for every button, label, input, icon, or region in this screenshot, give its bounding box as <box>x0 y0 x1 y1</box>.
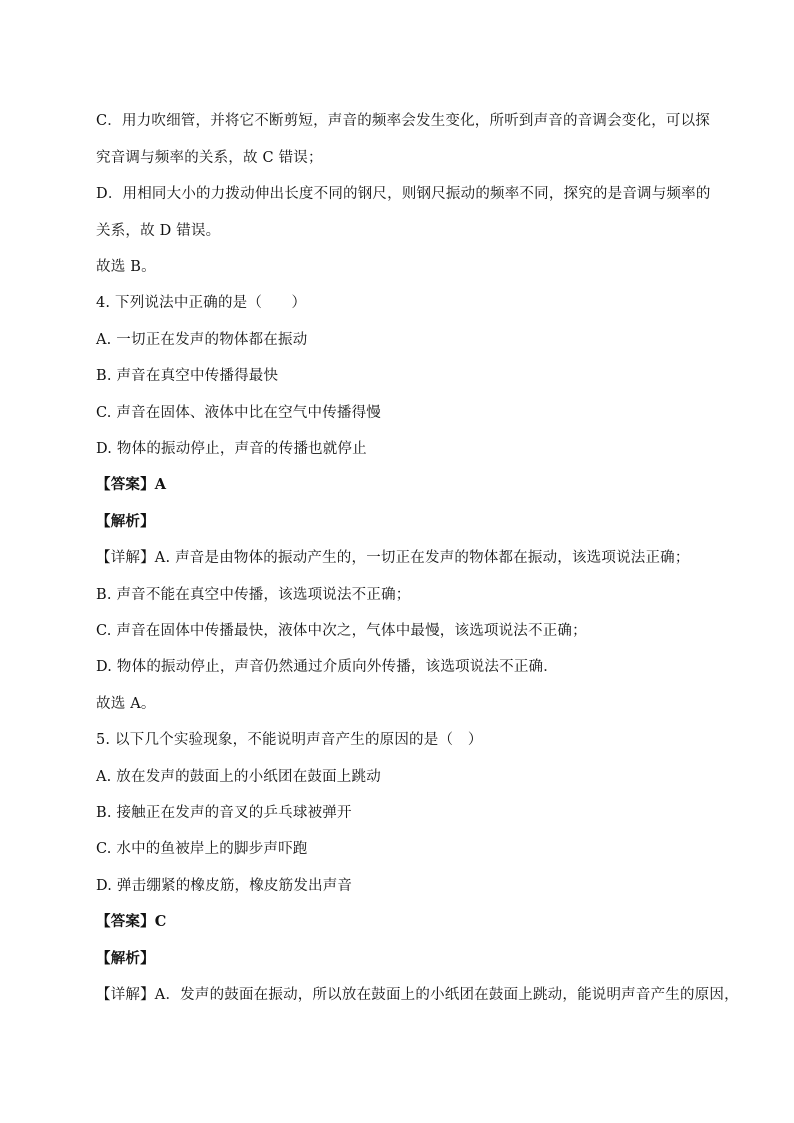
option-b: B. 接触正在发声的音叉的乒乓球被弹开 <box>96 805 352 821</box>
answer-label: 【答案】A <box>96 476 167 493</box>
analysis-label: 【解析】 <box>96 950 155 967</box>
analysis-label: 【解析】 <box>96 513 155 530</box>
detail-line: D. 物体的振动停止，声音仍然通过介质向外传播，该选项说法不正确． <box>96 659 558 675</box>
detail-line: 【详解】A．发声的鼓面在振动，所以放在鼓面上的小纸团在鼓面上跳动，能说明声音产生的原因， <box>96 987 739 1003</box>
detail-line: C. 声音在固体中传播最快，液体中次之，气体中最慢，该选项说法不正确； <box>96 623 587 639</box>
option-d: D. 物体的振动停止，声音的传播也就停止 <box>96 441 367 457</box>
text-line: 关系，故 D 错误。 <box>96 223 221 239</box>
detail-line: B. 声音不能在真空中传播，该选项说法不正确； <box>96 587 411 603</box>
text-line: 究音调与频率的关系，故 C 错误； <box>96 150 323 166</box>
choice-line: 故选 A。 <box>96 696 156 712</box>
answer-label: 【答案】C <box>96 913 167 930</box>
option-d: D. 弹击绷紧的橡皮筋，橡皮筋发出声音 <box>96 878 353 894</box>
option-a: A. 一切正在发声的物体都在振动 <box>96 332 308 348</box>
question-4-stem: 4. 下列说法中正确的是（ ） <box>96 295 307 311</box>
text-line: C．用力吹细管，并将它不断剪短，声音的频率会发生变化，所听到声音的音调会变化，可以探 <box>96 113 710 129</box>
option-b: B. 声音在真空中传播得最快 <box>96 368 279 384</box>
question-5-stem: 5. 以下几个实验现象，不能说明声音产生的原因的是（ ） <box>96 732 483 748</box>
text-line: 故选 B。 <box>96 259 156 275</box>
option-c: C. 水中的鱼被岸上的脚步声吓跑 <box>96 841 308 857</box>
detail-line: 【详解】A. 声音是由物体的振动产生的，一切正在发声的物体都在振动，该选项说法正确； <box>96 550 690 566</box>
option-a: A. 放在发声的鼓面上的小纸团在鼓面上跳动 <box>96 769 381 785</box>
option-c: C. 声音在固体、液体中比在空气中传播得慢 <box>96 405 381 421</box>
text-line: D．用相同大小的力拨动伸出长度不同的钢尺，则钢尺振动的频率不同，探究的是音调与频率的 <box>96 186 711 202</box>
